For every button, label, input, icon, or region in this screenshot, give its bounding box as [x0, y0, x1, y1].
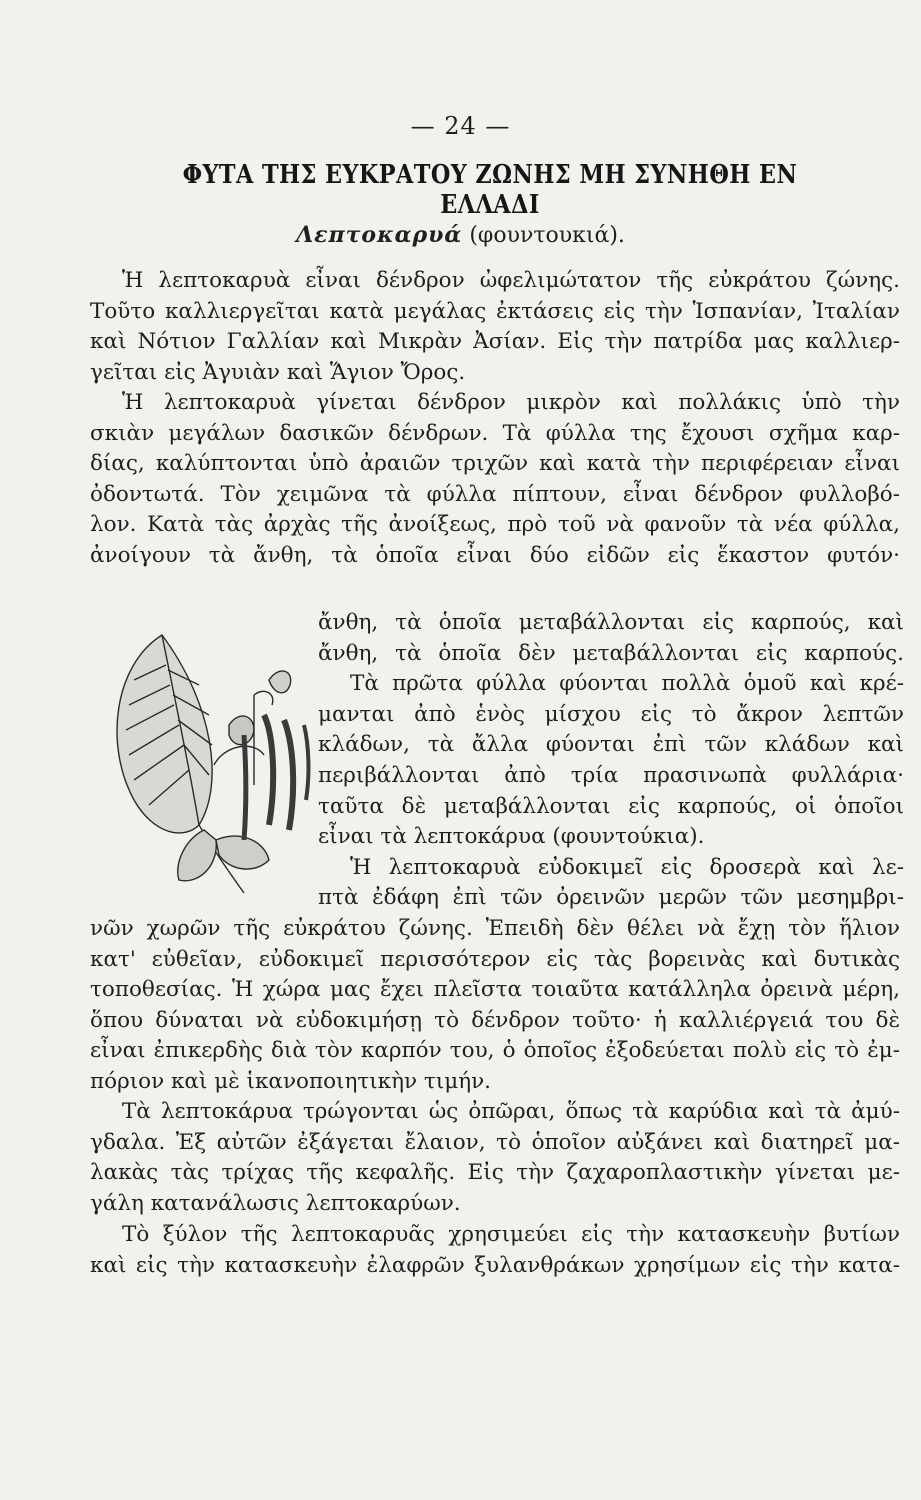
text-line: Τὸ ξύλον τῆς λεπτοκαρυᾶς χρησιμεύει εἰς τὴν κατασκευὴν βυτίων — [122, 1222, 900, 1247]
hazel-branch-engraving — [104, 625, 322, 895]
text-line: ἀνοίγουν τὰ ἄνθη, τὰ ὁποῖα εἶναι δύο εἰδῶν εἰς ἕκαστον φυτόν· — [90, 542, 900, 568]
text-line: λακὰς τὰς τρίχας τῆς κεφαλῆς. Εἰς τὴν ζαχαροπλαστικὴν γίνεται με- — [90, 1160, 900, 1186]
text-line: μανται ἀπὸ ἑνὸς μίσχου εἰς τὸ ἄκρον λεπτῶν — [318, 701, 904, 727]
paragraph-1 — [90, 266, 900, 388]
text-line: πόριον καὶ μὲ ἱκανοποιητικὴν τιμήν. — [90, 1068, 491, 1094]
text-line: περιβάλλονται ἀπὸ τρία πρασινωπὰ φυλλάρια· — [318, 762, 904, 788]
text-line: Ἡ λεπτοκαρυὰ εὐδοκιμεῖ εἰς δροσερὰ καὶ λε- — [350, 854, 904, 880]
subtitle — [0, 222, 921, 248]
text-line: τοποθεσίας. Ἡ χώρα μας ἔχει πλεῖστα τοιαῦτα κατάλληλα ὀρεινὰ μέρη, — [90, 977, 900, 1003]
text-line: ἄνθη, τὰ ὁποῖα δὲν μεταβάλλονται εἰς καρπούς. — [318, 640, 904, 666]
plant-name: Λεπτοκαρυά — [296, 222, 463, 248]
text-line: Τὰ λεπτοκάρυα τρώγονται ὡς ὀπῶραι, ὅπως τὰ καρύδια καὶ τὰ ἀμύ- — [122, 1099, 900, 1124]
text-line: γδαλα. Ἐξ αὐτῶν ἐξάγεται ἔλαιον, τὸ ὁποῖον αὐξάνει καὶ διατηρεῖ μα- — [90, 1129, 900, 1155]
text-line: πτὰ ἐδάφη ἐπὶ τῶν ὀρεινῶν μερῶν τῶν μεσημβρι- — [318, 885, 904, 911]
text-line: εἶναι τὰ λεπτοκάρυα (φουντούκια). — [318, 824, 705, 850]
paragraph-3 — [90, 914, 900, 1098]
text-line: δίας, καλύπτονται ὑπὸ ἀραιῶν τριχῶν καὶ κατὰ τὴν περιφέρειαν εἶναι — [90, 451, 900, 477]
paragraph-5 — [90, 1220, 900, 1281]
hazel-illustration — [104, 625, 322, 895]
paragraph-2-top — [90, 388, 900, 572]
plant-common-name: (φουντουκιά). — [469, 223, 625, 248]
text-line: σκιὰν μεγάλων δασικῶν δένδρων. Τὰ φύλλα της ἔχουσι σχῆμα καρ- — [90, 420, 900, 446]
text-line: γάλη κατανάλωσις λεπτοκαρύων. — [90, 1190, 461, 1216]
text-line: κατ' εὐθεῖαν, εὐδοκιμεῖ περισσότερον εἰς τὰς βορεινὰς καὶ δυτικὰς — [90, 946, 900, 972]
text-line: Ἡ λεπτοκαρυὰ γίνεται δένδρον μικρὸν καὶ πολλάκις ὑπὸ τὴν — [122, 390, 900, 415]
paragraph-2-narrow — [318, 608, 904, 914]
text-line: λον. Κατὰ τὰς ἀρχὰς τῆς ἀνοίξεως, πρὸ τοῦ νὰ φανοῦν τὰ νέα φύλλα, — [90, 512, 900, 538]
text-line: ὀδοντωτά. Τὸν χειμῶνα τὰ φύλλα πίπτουν, εἶναι δένδρον φυλλοβό- — [90, 481, 900, 507]
text-line: ὅπου δύναται νὰ εὐδοκιμήσῃ τὸ δένδρον τοῦτο· ἡ καλλιέργειά του δὲ — [90, 1007, 900, 1033]
text-line: Τὰ πρῶτα φύλλα φύονται πολλὰ ὁμοῦ καὶ κρέ- — [350, 671, 904, 697]
text-line: ἄνθη, τὰ ὁποῖα μεταβάλλονται εἰς καρπούς, καὶ — [318, 610, 904, 635]
text-line: κλάδων, τὰ ἄλλα φύονται ἐπὶ τῶν κλάδων καὶ — [318, 732, 904, 758]
text-line: Ἡ λεπτοκαρυὰ εἶναι δένδρον ὠφελιμώτατον τῆς εὐκράτου ζώνης. — [122, 268, 900, 293]
text-line: καὶ εἰς τὴν κατασκευὴν ἐλαφρῶν ξυλανθράκων χρησίμων εἰς τὴν κατα- — [90, 1252, 900, 1278]
text-line: καὶ Νότιον Γαλλίαν καὶ Μικρὰν Ἀσίαν. Εἰς τὴν πατρίδα μας καλλιερ- — [90, 329, 900, 355]
text-line: ταῦτα δὲ μεταβάλλονται εἰς καρπούς, οἱ ὁποῖοι — [318, 793, 904, 819]
page-number: — 24 — — [410, 112, 511, 140]
text-line: εἶναι ἐπικερδὴς διὰ τὸν καρπόν του, ὁ ὁποῖος ἐξοδεύεται πολὺ εἰς τὸ ἐμ- — [90, 1038, 900, 1064]
text-line: νῶν χωρῶν τῆς εὐκράτου ζώνης. Ἐπειδὴ δὲν θέλει νὰ ἔχῃ τὸν ἥλιον — [90, 916, 900, 941]
paragraph-4 — [90, 1097, 900, 1219]
text-line: Τοῦτο καλλιεργεῖται κατὰ μεγάλας ἐκτάσεις εἰς τὴν Ἱσπανίαν, Ἰταλίαν — [90, 298, 900, 324]
section-title: ΦΥΤΑ ΤΗΣ ΕΥΚΡΑΤΟΥ ΖΩΝΗΣ ΜΗ ΣΥΝΗΘΗ ΕΝ ΕΛΛΑΔΙ — [182, 160, 798, 220]
text-line: γεῖται εἰς Ἀγυιὰν καὶ Ἅγιον Ὄρος. — [90, 359, 466, 385]
